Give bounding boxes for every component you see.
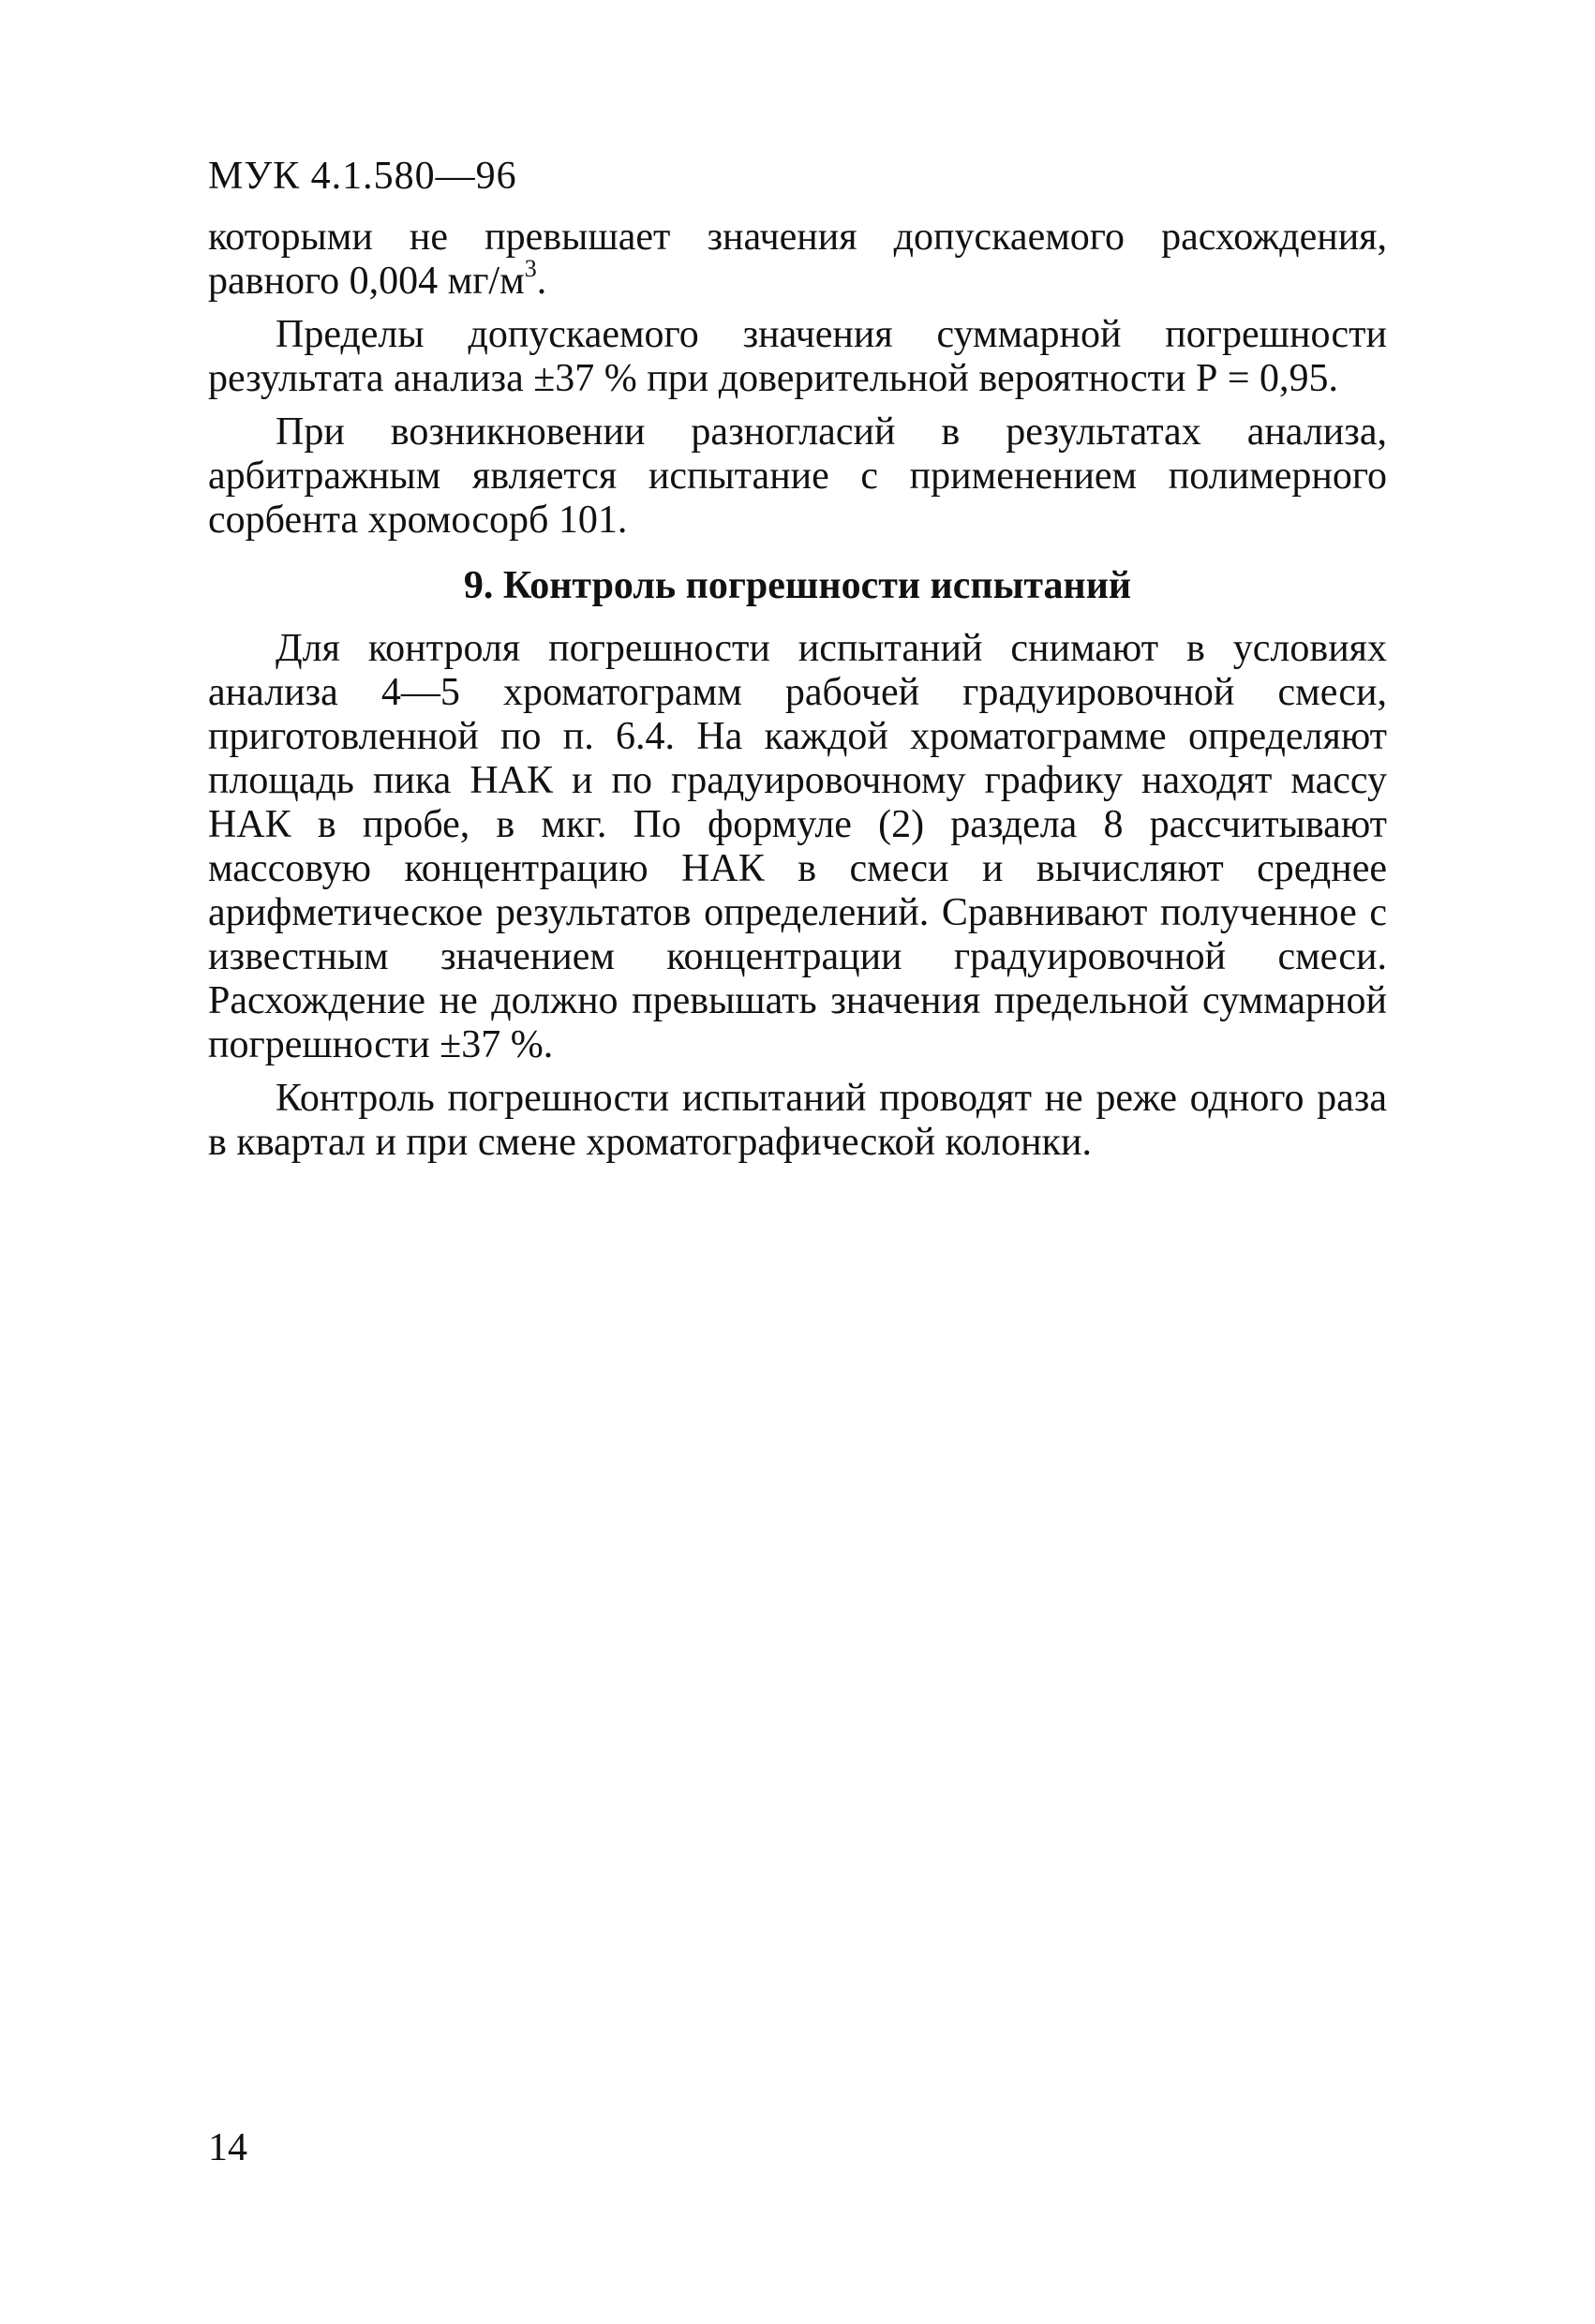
paragraph-error-limits: Пределы допускаемого значения суммарной погрешности результата анализа ±37 % при доверительной вероятности Р = 0,95. (208, 313, 1387, 400)
paragraph-continuation-end: . (536, 260, 547, 303)
paragraph-continuation (208, 216, 1387, 304)
paragraph-arbitration: При возникновении разногласий в результатах анализа, арбитражным является испытание с применением полимерного сорбента хромосорб 101. (208, 410, 1387, 542)
page-number: 14 (208, 2126, 247, 2169)
unit-exponent: 3 (524, 255, 537, 282)
document-code-header: МУК 4.1.580—96 (208, 155, 517, 198)
paragraph-error-control: Для контроля погрешности испытаний снимают в условиях анализа 4—5 хроматограмм рабочей градуировочной смеси, приготовленной по п. 6.4. На каждой хроматограмме определяют площадь пика НАК и по градуировочному графику находят массу НАК в пробе, в мкг. По формуле (2) раздела 8 рассчитывают массовую концентрацию НАК в смеси и вычисляют среднее арифметическое результатов определений. Сравнивают полученное с известным значением концентрации градуировочной смеси. Расхождение не должно превышать значения предельной суммарной погрешности ±37 %. (208, 627, 1387, 1066)
paragraph-continuation-text: которыми не превышает значения допускаемого расхождения, равного 0,004 мг/м (208, 216, 1387, 303)
section-heading: 9. Контроль погрешности испытаний (463, 564, 1132, 607)
paragraph-control-frequency: Контроль погрешности испытаний проводят не реже одного раза в квартал и при смене хроматографической колонки. (208, 1077, 1387, 1164)
body-text (208, 216, 1387, 1174)
